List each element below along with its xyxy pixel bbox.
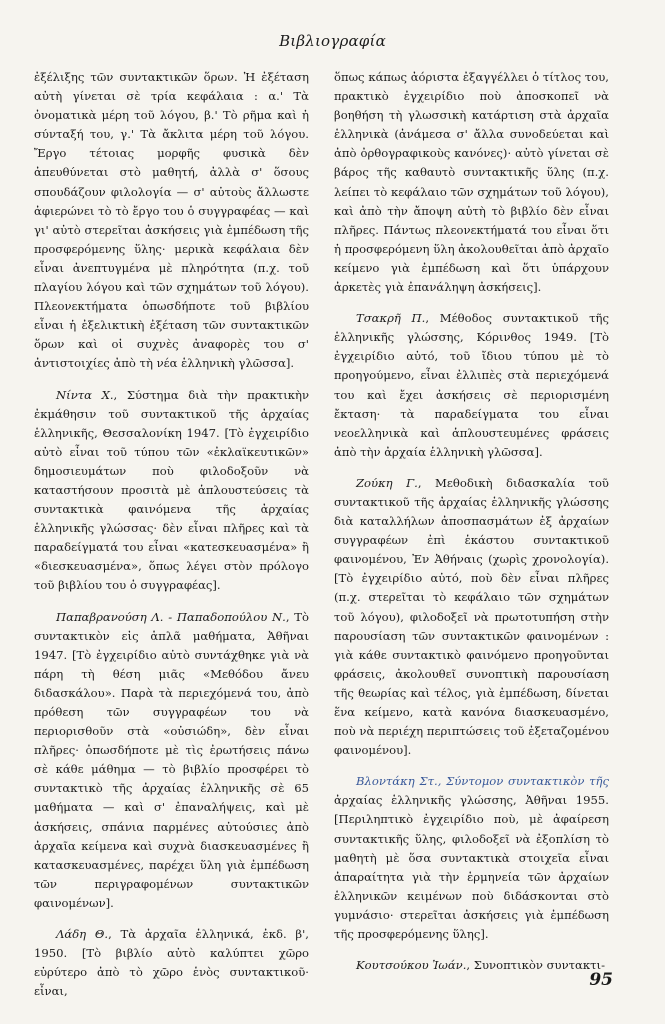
entry-author: Τσακρῆ Π. <box>356 311 426 326</box>
bibliography-entry <box>334 474 609 760</box>
entry-author: Κουτσούκου Ἰωάν. <box>356 958 467 973</box>
entry-author: Ζούκη Γ. <box>356 475 418 490</box>
entry-author: Λάδη Θ. <box>56 927 109 942</box>
bibliography-entry <box>334 772 609 944</box>
bibliography-entry <box>34 608 309 914</box>
entry-text: ὅπως κάπως ἀόριστα ἐξαγγέλλει ὁ τίτλος του, πρακτικὸ ἐγχειρίδιο ποὺ ἀποσκοπεῖ νὰ βοηθήση τὴ γλωσσικὴ κατάρτιση στὰ ἀρχαῖα ἑλληνικὰ (ἀνάμεσα σ' ἄλλα συνοδεύεται καὶ ἀπὸ ὀρθογραφικοὺς κανόνες)· αὐτὸ γίνεται σὲ βάρος τῆς καθαυτὸ συντακτικῆς ὕλης (π.χ. λείπει τὸ κεφάλαιο τῶν σχημάτων τοῦ λόγου), καὶ ἀπὸ τὴν ἄποψη αὐτὴ τὸ βιβλίο δὲν εἶναι πλῆρες. Πάντως πλεονεκτήματά του εἶναι ὅτι ἡ προσφερόμενη ὕλη ἀκολουθεῖται ἀπὸ ἀρχαῖο κείμενο γιὰ ἐμπέδωση καὶ ὅτι ὑπάρχουν ἀρκετὲς γιὰ ἐπανάληψη ἀσκήσεις]. <box>334 70 609 295</box>
left-column <box>34 68 309 1013</box>
entry-author: Παπαβρανούση Λ. - Παπαδοπούλου Ν. <box>56 609 286 624</box>
entry-text: ἀρχαίας ἑλληνικῆς γλώσσης, Ἀθῆναι 1955. [Περιληπτικὸ ἐγχειρίδιο ποὺ, μὲ ἀφαίρεση συντακτικῆς ὕλης, φιλοδοξεῖ νὰ ἐξοπλίση τὸ μαθητὴ μὲ ὅσα συντακτικὰ στοιχεῖα εἶναι ἀπαραίτητα γιὰ τὴν ἑρμηνεία τῶν ἀρχαίων ἑλληνικῶν κειμένων ποὺ διδάσκονται στὸ γυμνάσιο· στερεῖται ἀσκήσεις γιὰ ἐμπέδωση τῆς προσφερόμενης ὕλης]. <box>334 793 609 942</box>
entry-author-highlighted: Βλοντάκη Στ. <box>356 774 438 789</box>
bibliography-entry <box>334 956 609 975</box>
bibliography-entry <box>34 386 309 596</box>
right-column <box>334 68 609 987</box>
page-number: 95 <box>589 970 613 990</box>
entry-author: Νίντα Χ. <box>56 387 114 402</box>
entry-text: , Μέθοδος συντακτικοῦ τῆς ἑλληνικῆς γλώσσης, Κόρινθος 1949. [Τὸ ἐγχειρίδιο αὐτό, τοῦ ἴδιου τύπου μὲ τὸ προηγούμενο, εἶναι ἐλλιπὲς στὰ περιεχόμενά του καὶ ἔχει ἀσκήσεις σὲ περιορισμένη ἔκταση· τὰ παραδείγματα του εἶναι νεοελληνικὰ καὶ ἁπλουστευμένες φράσεις ἀπὸ τὴν ἀρχαία ἑλληνικὴ γλῶσσα]. <box>334 311 609 459</box>
bibliography-entry-continued <box>334 68 609 297</box>
entry-text: , Μεθοδικὴ διδασκαλία τοῦ συντακτικοῦ τῆς ἀρχαίας ἑλληνικῆς γλώσσης διὰ καταλλήλων ἀποσπασμάτων ἐξ ἀρχαίων συγγραφέων ἐπὶ ἑκάστου συντακτικοῦ φαινομένου, Ἐν Ἀθήναις (χωρὶς χρονολογία). [Τὸ ἐγχειρίδιο αὐτό, ποὺ δὲν εἶναι πλῆρες (π.χ. στερεῖται τὸ κεφάλαιο τῶν σχημάτων τοῦ λόγου), φιλοδοξεῖ νὰ πρωτοτυπήση στὴν παρουσίαση τῶν συντακτικῶν φαινομένων : γιὰ κάθε συντακτικὸ φαινόμενο προηγοῦνται φράσεις, ἀκολουθεῖ συνοπτικὴ παρουσίαση τῆς θεωρίας καὶ τέλος, γιὰ ἐμπέδωση, δίνεται ἕνα κείμενο, κατὰ κανόνα διασκευασμένο, ποὺ νὰ περιέχη περιπτώσεις τοῦ ἐξεταζομένου φαινομένου]. <box>334 475 609 758</box>
entry-text: ἐξέλιξης τῶν συντακτικῶν ὅρων. Ἡ ἐξέταση αὐτὴ γίνεται σὲ τρία κεφάλαια : α.' Τὰ ὀνοματικὰ μέρη τοῦ λόγου, β.' Τὸ ρῆμα καὶ ἡ σύνταξή του, γ.' Τὰ ἄκλιτα μέρη τοῦ λόγου. Ἔργο τέτοιας μορφῆς φυσικὰ δὲν ἀπευθύνεται στὸ μαθητή, ἀλλὰ σ' ὅσους σπουδάζουν φιλολογία — σ' αὐτοὺς ἄλλωστε ἀφιερώνει τὸ τὸ ἔργο του ὁ συγγραφέας — καὶ γι' αὐτὸ στερεῖται ἀσκήσεις γιὰ ἐμπέδωση τῆς προσφερόμενης ὕλης· μερικὰ κεφάλαια δὲν εἶναι ἀνεπτυγμένα μὲ πληρότητα (π.χ. τοῦ πλαγίου λόγου καὶ τῶν σχημάτων τοῦ λόγου). Πλεονεκτήματα ὁπωσδήποτε τοῦ βιβλίου εἶναι ἡ ἐξελικτικὴ ἐξέταση τῶν συντακτικῶν ὅρων καὶ οἱ συχνὲς ἀναφορὲς του σ' ἀντιστοιχίες ἀπὸ τὴ νέα ἑλληνικὴ γλῶσσα]. <box>34 70 309 371</box>
entry-text: , Τὰ ἀρχαῖα ἑλληνικά, ἐκδ. β', 1950. [Τὸ βιβλίο αὐτὸ καλύπτει χῶρο εὐρύτερο ἀπὸ τὸ χῶρο ἑνὸς συντακτικοῦ· εἶναι, <box>34 927 309 999</box>
page-header: Βιβλιογραφία <box>279 32 386 50</box>
entry-text: , Τὸ συντακτικὸν εἰς ἁπλᾶ μαθήματα, Ἀθῆναι 1947. [Τὸ ἐγχειρίδιο αὐτὸ συντάχθηκε γιὰ νὰ πάρη τὴ θέση μιᾶς «Μεθόδου ἄνευ διδασκάλου». Παρὰ τὰ περιεχόμενά του, ἀπὸ πρόθεση τῶν συγγραφέων του νὰ περιορισθοῦν στὰ «οὐσιώδη», δὲν εἶναι πλῆρες· ὁπωσδήποτε μὲ τὶς ἐρωτήσεις πάνω σὲ κάθε μάθημα — τὸ βιβλίο προσφέρει τὸ συντακτικὸ τῆς ἀρχαίας ἑλληνικῆς σὲ 65 μαθήματα — καὶ σ' ἐπαναλήψεις, καὶ μὲ ἀσκήσεις, σπάνια παρμένες αὐτούσιες ἀπὸ ἀρχαῖα κείμενα καὶ συχνὰ διασκευασμένες ἢ κατασκευασμένες, παρέχει ὕλη γιὰ ἐμπέδωση τῶν περιγραφομένων συντακτικῶν φαινομένων]. <box>34 609 309 910</box>
bibliography-entry <box>334 309 609 462</box>
entry-title-highlighted: , Σύντομον συντακτικὸν τῆς <box>437 774 610 789</box>
bibliography-entry-continued <box>34 68 309 374</box>
entry-text: , Συνοπτικὸν συντακτι- <box>466 958 605 973</box>
bibliography-entry <box>34 925 309 1001</box>
entry-text: , Σύστημα διὰ τὴν πρακτικὴν ἐκμάθησιν τοῦ συντακτικοῦ τῆς ἀρχαίας ἑλληνικῆς, Θεσσαλονίκη 1947. [Τὸ ἐγχειρίδιο αὐτὸ εἶναι τοῦ τύπου τῶν «ἐκλαϊκευτικῶν» δημοσιευμάτων ποὺ φιλοδοξοῦν νὰ καταστήσουν προσιτὰ μὲ ἁπλουστεύσεις τὰ συντακτικὰ φαινόμενα τῆς ἀρχαίας ἑλληνικῆς γλώσσας· δὲν εἶναι πλῆρες καὶ τὰ παραδείγματά του εἶναι «κατεσκευασμένα» ἢ «διεσκευασμένα», ὅπως λέγει στὸν πρόλογο τοῦ βιβλίου του ὁ συγγραφέας]. <box>34 387 309 593</box>
